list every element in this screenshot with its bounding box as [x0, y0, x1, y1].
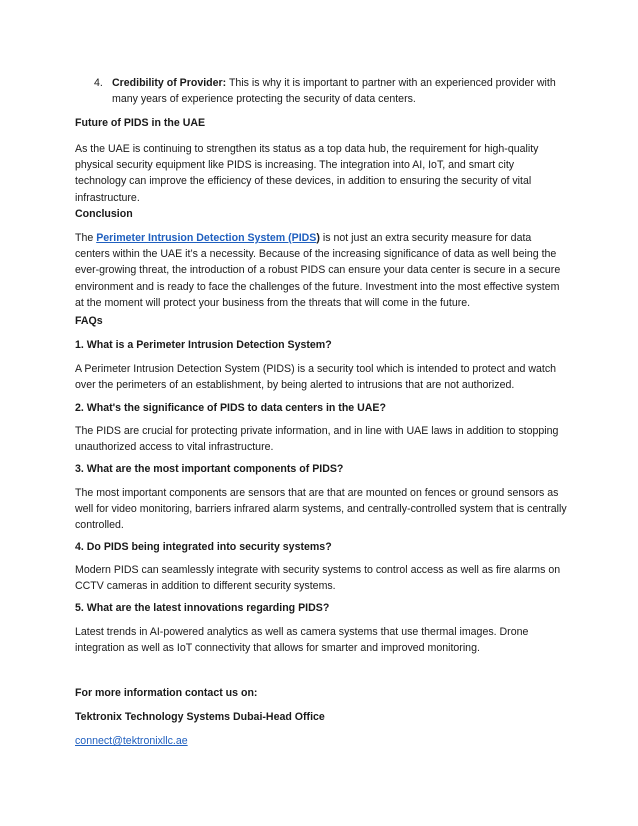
- conclusion-paren: ): [316, 232, 320, 244]
- faq-answer: The most important components are sensors that are that are mounted on fences or ground sensors as well for video monitoring, barriers infrared alarm systems, and centrally-controlled system that is centrally controlled.: [75, 487, 567, 532]
- conclusion-rest: is not just an extra security measure for data centers within the UAE it’s a necessity. Because of the increasing significance of data as well being the ever-growing threat, the introduction of a robust PIDS can ensure your data center is secure in a secure environment and is ready to face the challenges of the future. Investment into the most effective system at the moment will protect your business from the threats that will come in the future.: [75, 232, 561, 309]
- faq-answer: Latest trends in AI-powered analytics as well as camera systems that use thermal images. Drone integration as well as IoT connectivity that allows for smarter and improved monitoring.: [75, 626, 529, 655]
- contact-email-line: [75, 733, 567, 749]
- future-heading: Future of PIDS in the UAE: [75, 117, 206, 129]
- list-body: This is why it is important to partner with an experienced provider with many years of experience protecting the security of data centers.: [112, 77, 556, 106]
- office-name: Tektronix Technology Systems Dubai-Head Office: [75, 711, 325, 723]
- faq-answer: A Perimeter Intrusion Detection System (PIDS) is a security tool which is intended to protect and watch over the perimeters of an establishment, by being alerted to intrusions that are not authorized.: [75, 363, 557, 392]
- faq-answer: The PIDS are crucial for protecting private information, and in line with UAE laws in addition to stopping unauthorized access to vital infrastructure.: [75, 425, 559, 454]
- list-number: 4.: [94, 77, 103, 89]
- email-link[interactable]: connect@tektronixllc.ae: [75, 735, 188, 747]
- pids-link[interactable]: Perimeter Intrusion Detection System (PIDS: [96, 232, 317, 244]
- conclusion-lead: The: [75, 232, 97, 244]
- future-body: As the UAE is continuing to strengthen its status as a top data hub, the requirement for high-quality physical security equipment like PIDS is increasing. The integration into AI, IoT, and smart city technology can improve the efficiency of these devices, in addition to ensuring the security of vital infrastructure.: [75, 143, 539, 204]
- list-text: [112, 75, 564, 107]
- contact-heading: For more information contact us on:: [75, 687, 258, 699]
- faq-question: 2. What's the significance of PIDS to data centers in the UAE?: [75, 402, 386, 414]
- list-term: Credibility of Provider:: [112, 77, 227, 89]
- faqs-heading: FAQs: [75, 315, 103, 327]
- faq-answer: Modern PIDS can seamlessly integrate with security systems to control access as well as fire alarms on CCTV cameras in addition to different security systems.: [75, 564, 561, 593]
- faq-question: 1. What is a Perimeter Intrusion Detection System?: [75, 339, 332, 351]
- faq-question: 5. What are the latest innovations regarding PIDS?: [75, 602, 330, 614]
- conclusion-body: [75, 230, 567, 311]
- faq-question: 4. Do PIDS being integrated into security systems?: [75, 541, 332, 553]
- faq-question: 3. What are the most important components of PIDS?: [75, 463, 344, 475]
- conclusion-heading: Conclusion: [75, 208, 133, 220]
